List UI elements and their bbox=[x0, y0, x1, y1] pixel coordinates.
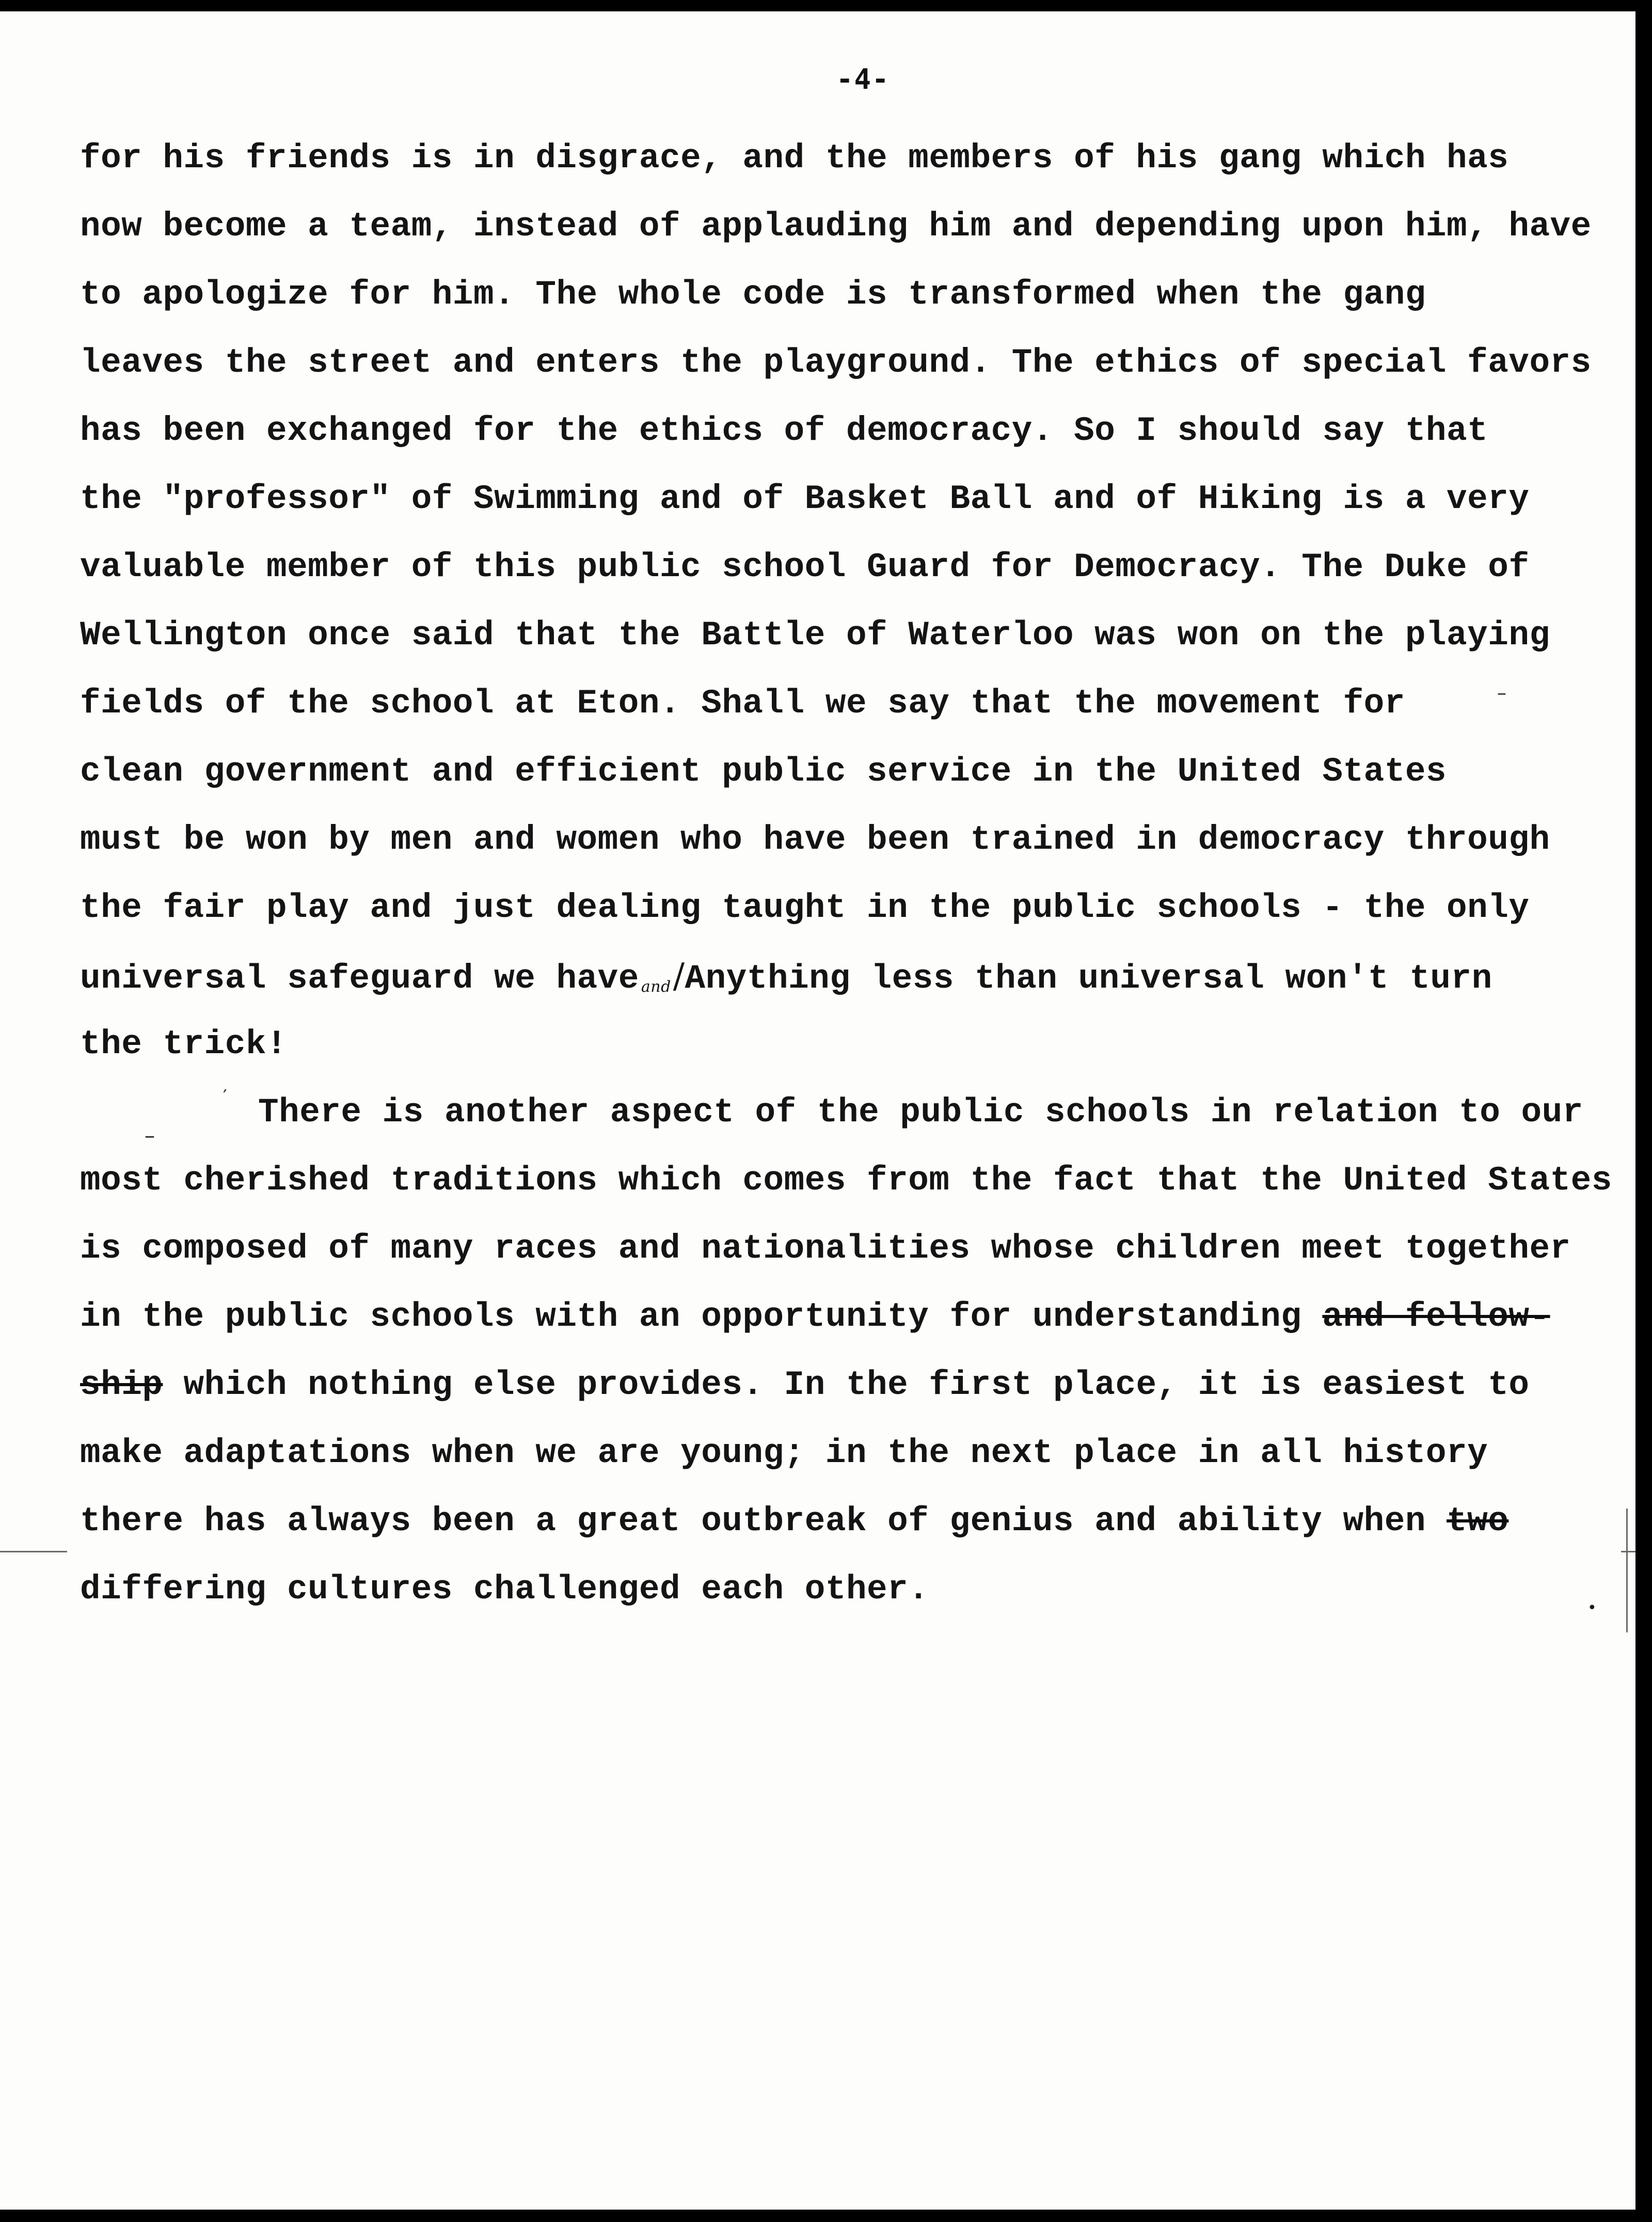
page-number: -4- bbox=[836, 63, 890, 96]
line-13-start: universal safeguard we have bbox=[80, 959, 639, 998]
handwritten-insert: and bbox=[641, 978, 671, 996]
text-line-4: leaves the street and enters the playground. The ethics of special favors bbox=[80, 343, 1592, 382]
text-line-21 bbox=[80, 1502, 1509, 1541]
margin-dash: – bbox=[1497, 683, 1506, 704]
caret-mark: / bbox=[673, 956, 685, 996]
paragraph-mark: – bbox=[145, 1124, 155, 1148]
text-line-8: Wellington once said that the Battle of Waterloo was won on the playing bbox=[80, 616, 1550, 655]
text-line-11: must be won by men and women who have been trained in democracy through bbox=[80, 820, 1550, 859]
text-line-9: fields of the school at Eton. Shall we say that the movement for bbox=[80, 684, 1405, 723]
scan-artefact-line bbox=[1626, 1509, 1628, 1632]
line-13-end: Anything less than universal won't turn bbox=[685, 959, 1492, 998]
document-page bbox=[0, 11, 1635, 2210]
text-line-1: for his friends is in disgrace, and the members of his gang which has bbox=[80, 139, 1509, 178]
tick-mark: ′ bbox=[223, 1086, 227, 1107]
text-line-15: There is another aspect of the public schools in relation to our bbox=[258, 1093, 1583, 1132]
text-line-22: differing cultures challenged each other. bbox=[80, 1570, 929, 1609]
line-19-text: which nothing else provides. In the first place, it is easiest to bbox=[183, 1366, 1530, 1404]
text-line-10: clean government and efficient public service in the United States bbox=[80, 752, 1447, 791]
struck-text-fellow: and fellow- bbox=[1322, 1297, 1550, 1336]
text-line-13 bbox=[80, 956, 1492, 998]
text-line-5: has been exchanged for the ethics of democracy. So I should say that bbox=[80, 411, 1488, 450]
text-line-18 bbox=[80, 1297, 1550, 1336]
text-line-16: most cherished traditions which comes from the fact that the United States bbox=[80, 1161, 1612, 1200]
text-line-19 bbox=[80, 1368, 1529, 1402]
struck-text-two: two bbox=[1447, 1502, 1509, 1541]
text-line-14: the trick! bbox=[80, 1025, 288, 1064]
text-line-12: the fair play and just dealing taught in the public schools - the only bbox=[80, 888, 1530, 927]
text-line-2: now become a team, instead of applauding him and depending upon him, have bbox=[80, 207, 1592, 246]
line-18-text: in the public schools with an opportunity for understanding bbox=[80, 1297, 1302, 1336]
scan-artefact-line bbox=[1621, 1551, 1635, 1552]
text-line-3: to apologize for him. The whole code is transformed when the gang bbox=[80, 275, 1426, 314]
line-21-text: there has always been a great outbreak of genius and ability when bbox=[80, 1502, 1426, 1541]
text-line-7: valuable member of this public school Guard for Democracy. The Duke of bbox=[80, 548, 1530, 586]
scan-artefact-line bbox=[0, 1551, 67, 1552]
struck-text-ship: ship bbox=[80, 1366, 163, 1404]
stray-dot: • bbox=[1587, 1599, 1597, 1617]
text-line-6: the "professor" of Swimming and of Basket Ball and of Hiking is a very bbox=[80, 480, 1530, 518]
text-line-17: is composed of many races and nationalities whose children meet together bbox=[80, 1229, 1571, 1268]
text-line-20: make adaptations when we are young; in the next place in all history bbox=[80, 1434, 1488, 1472]
